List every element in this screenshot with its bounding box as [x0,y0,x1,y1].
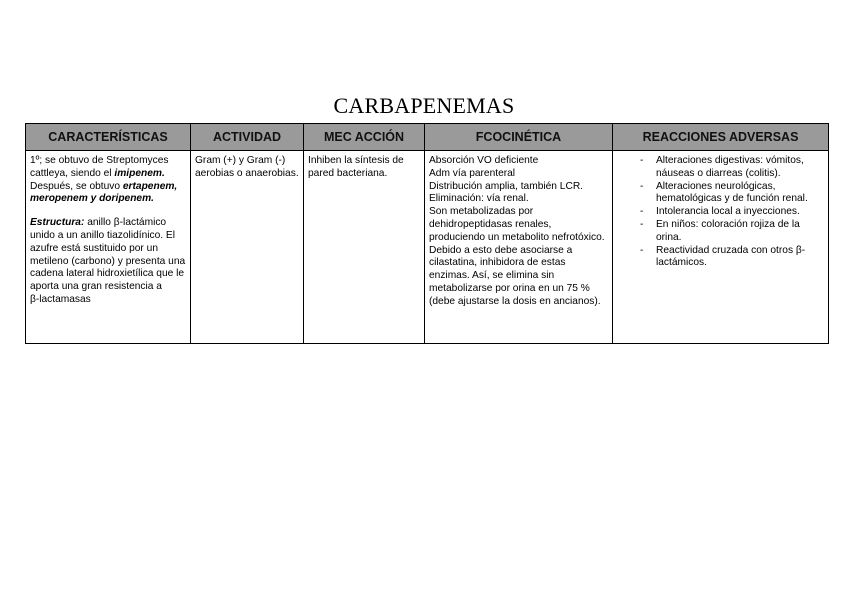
list-item: - Alteraciones neurológicas, hematológicas y de función renal. [640,180,808,205]
actividad-text: Gram (+) y Gram (-) aerobias o anaerobias. [195,155,299,179]
cell-actividad [191,151,304,344]
header-mec-accion: MEC ACCIÓN [304,124,425,151]
list-item: - Reactividad cruzada con otros β-lactámicos. [640,244,806,269]
reacciones-list [617,155,824,270]
cell-fcocinetica [425,151,613,344]
table-header-row [26,124,829,151]
list-item: - Alteraciones digestivas: vómitos, náuseas o diarreas (colitis). [640,155,804,179]
fcocinetica-administracion: Adm vía parenteral [429,167,516,179]
caracteristicas-after-text: Después, se obtuvo [30,180,123,192]
dash-bullet: - [640,180,644,192]
carbapenemas-table [25,123,829,344]
table-row [26,151,829,344]
page-title: CARBAPENEMAS [333,93,515,118]
list-item: - Intolerancia local a inyecciones. [640,206,800,218]
fcocinetica-eliminacion: Eliminación: vía renal. [429,193,529,205]
caracteristicas-derivatives: ertapenem, meropenem y doripenem. [30,180,178,205]
fcocinetica-metabolismo: Son metabolizadas por dehidropeptidasas renales, produciendo un metabolito nefrotóxico. Debido a esto debe asociarse a cilastatina, inhibidora de estas enzimas. Así, se elimina sin metabolizarse por orina en un 75 % (debe ajustarse la dosis en ancianos). [429,206,605,307]
cell-caracteristicas [26,151,191,344]
header-reacciones-adversas: REACCIONES ADVERSAS [613,124,829,151]
caracteristicas-origin-text: 1º; se obtuvo de Streptomyces cattleya, siendo el [30,155,169,179]
mec-accion-text: Inhiben la síntesis de pared bacteriana. [308,155,404,179]
estructura-end: β-lactamasas [30,293,91,305]
header-actividad: ACTIVIDAD [191,124,304,151]
cell-reacciones-adversas [613,151,829,344]
estructura-text: anillo β-lactámico unido a un anillo tiazolidínico. El azufre está sustituido por un metileno (carbono) y presenta una cadena lateral hidroxietílica que le aporta una gran resistencia a [30,217,186,293]
caracteristicas-imipenem: imipenem. [114,167,165,179]
cell-mec-accion [304,151,425,344]
fcocinetica-distribucion: Distribución amplia, también LCR. [429,180,584,192]
dash-bullet: - [640,155,644,166]
header-fcocinetica: FCOCINÉTICA [425,124,613,151]
dash-bullet: - [640,218,644,230]
header-caracteristicas: CARACTERÍSTICAS [26,124,191,151]
list-item: - En niños: coloración rojiza de la orina. [640,218,800,243]
estructura-label: Estructura: [30,217,85,229]
dash-bullet: - [640,244,644,256]
fcocinetica-absorcion: Absorción VO deficiente [429,155,539,166]
dash-bullet: - [640,206,644,218]
